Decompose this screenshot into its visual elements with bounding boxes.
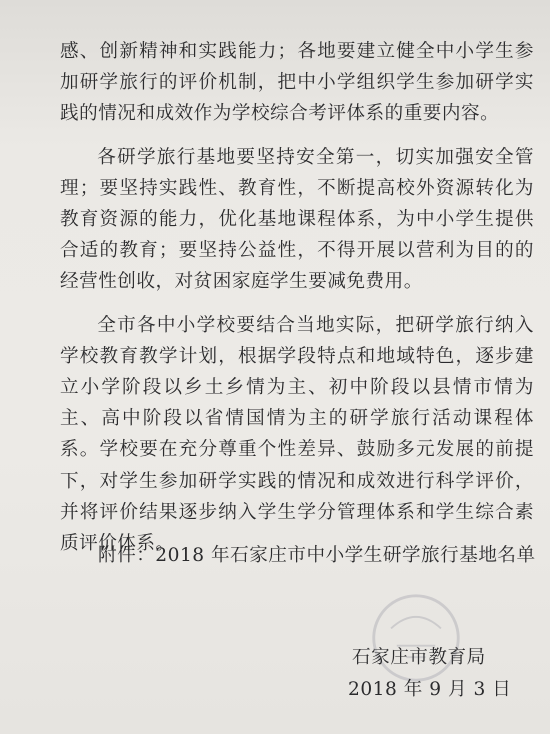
paragraph-1: 感、创新精神和实践能力；各地要建立健全中小学生参加研学旅行的评价机制，把中小学组织学生参加研学实践的情况和成效作为学校综合考评体系的重要内容。 [60, 41, 534, 125]
issue-date: 2018 年 9 月 3 日 [348, 679, 512, 700]
attachment-line: 附件：2018 年石家庄市中小学生研学旅行基地名单 [98, 545, 536, 566]
signature-block [348, 642, 518, 706]
paragraph-2: 各研学旅行基地要坚持安全第一，切实加强安全管理；要坚持实践性、教育性，不断提高校外资源转化为教育资源的能力，优化基地课程体系，为中小学生提供合适的教育；要坚持公益性，不得开展以营利为目的的经营性创收，对贫困家庭学生要减免费用。 [60, 146, 534, 293]
issuing-organization: 石家庄市教育局 [352, 647, 486, 668]
document-body [60, 36, 534, 571]
paragraph-3: 全市各中小学校要结合当地实际，把研学旅行纳入学校教育教学计划，根据学段特点和地域特色，逐步建立小学阶段以乡土乡情为主、初中阶段以县情市情为主、高中阶段以省情国情为主的研学旅行活动课程体系。学校要在充分尊重个性差异、鼓励多元发展的前提下，对学生参加研学实践的情况和成效进行科学评价，并将评价结果逐步纳入学生学分管理体系和学生综合素质评价体系。 [60, 314, 534, 555]
